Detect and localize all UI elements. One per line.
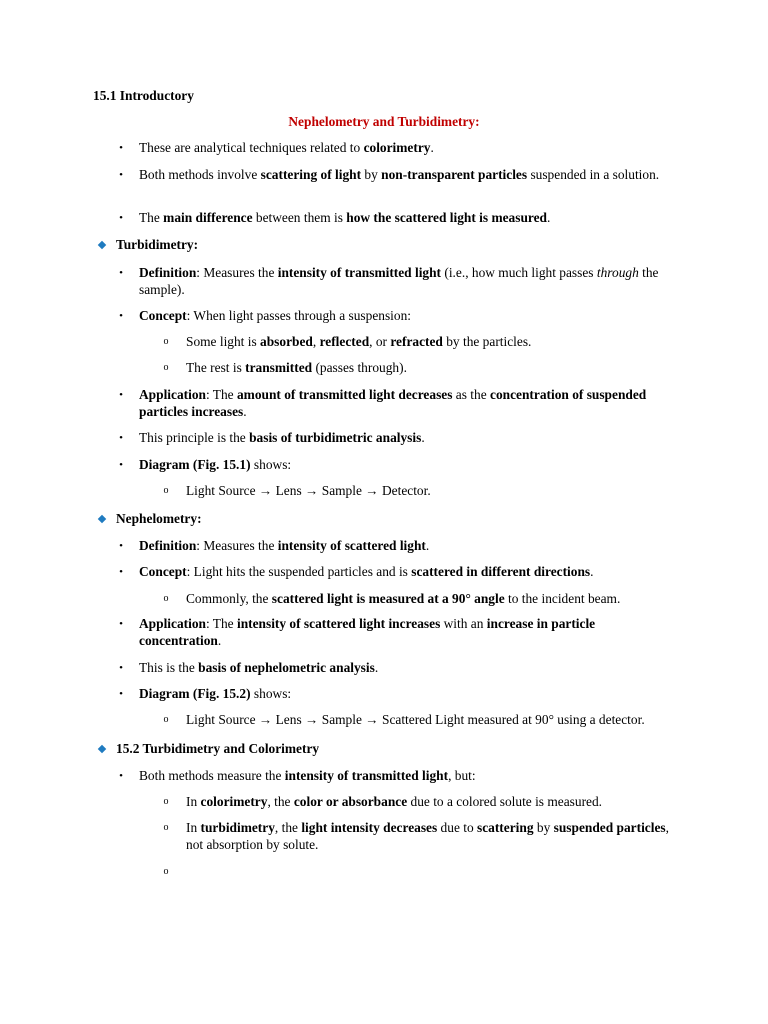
list-item-text: Both methods involve scattering of light by non-transparent particles suspended in a solution. (139, 167, 660, 182)
bullet-glyph: • (119, 688, 123, 700)
heading-text: Turbidimetry: (116, 237, 199, 252)
list-item-text: The main difference between them is how the scattered light is measured. (139, 210, 551, 225)
bullet-glyph: • (119, 389, 123, 401)
list-item-text: This is the basis of nephelometric analysis. (139, 660, 379, 675)
list-item-text: This principle is the basis of turbidimetric analysis. (139, 430, 425, 445)
sub-bullet-glyph: o (163, 866, 169, 877)
bullet-glyph: • (119, 459, 123, 471)
sub-list-item-text: Light Source → Lens → Sample → Scattered Light measured at 90° using a detector. (186, 712, 645, 727)
list-item-text: Diagram (Fig. 15.1) shows: (139, 457, 292, 472)
sub-list-item-text: In colorimetry, the color or absorbance due to a colored solute is measured. (186, 794, 603, 809)
list-item-text: Concept: Light hits the suspended particles and is scattered in different directions. (139, 564, 594, 579)
sub-list-item-text: Commonly, the scattered light is measured at a 90° angle to the incident beam. (186, 591, 621, 606)
heading-text: 15.2 Turbidimetry and Colorimetry (116, 741, 320, 756)
heading-text: Nephelometry: (116, 511, 202, 526)
sub-bullet-glyph: o (163, 714, 169, 725)
list-item-text: Application: The amount of transmitted light decreases as the concentration of suspended particles increases. (139, 387, 647, 419)
bullet-glyph: • (119, 618, 123, 630)
bullet-glyph: • (119, 540, 123, 552)
bullet-glyph: • (119, 212, 123, 224)
list-item-text: Both methods measure the intensity of transmitted light, but: (139, 768, 476, 783)
diamond-bullet-icon (98, 241, 106, 249)
sub-list-item-text: Some light is absorbed, reflected, or refracted by the particles. (186, 334, 532, 349)
sub-bullet-glyph: o (163, 796, 169, 807)
bullet-glyph: • (119, 142, 123, 154)
list-item-text: Application: The intensity of scattered light increases with an increase in particle concentration. (139, 616, 596, 648)
bullet-glyph: • (119, 662, 123, 674)
list-item-text: Definition: Measures the intensity of scattered light. (139, 538, 430, 553)
bullet-glyph: • (119, 566, 123, 578)
sub-bullet-glyph: o (163, 593, 169, 604)
bullet-glyph: • (119, 267, 123, 279)
list-item-text: Definition: Measures the intensity of transmitted light (i.e., how much light passes through the sample). (139, 265, 659, 297)
sub-list-item-text: Light Source → Lens → Sample → Detector. (186, 483, 431, 498)
sub-bullet-glyph: o (163, 362, 169, 373)
list-item-text: Diagram (Fig. 15.2) shows: (139, 686, 292, 701)
sub-list-item-text: In turbidimetry, the light intensity decreases due to scattering by suspended particles, not absorption by solute. (186, 820, 669, 852)
sub-bullet-glyph: o (163, 822, 169, 833)
bullet-glyph: • (119, 169, 123, 181)
list-item-text: Concept: When light passes through a suspension: (139, 308, 412, 323)
diamond-bullet-icon (98, 515, 106, 523)
document-title: Nephelometry and Turbidimetry: (288, 114, 480, 129)
diamond-bullet-icon (98, 745, 106, 753)
bullet-glyph: • (119, 310, 123, 322)
sub-bullet-glyph: o (163, 336, 169, 347)
sub-bullet-glyph: o (163, 485, 169, 496)
bullet-glyph: • (119, 770, 123, 782)
list-item-text: These are analytical techniques related to colorimetry. (139, 140, 434, 155)
bullet-glyph: • (119, 432, 123, 444)
sub-list-item-text: The rest is transmitted (passes through). (186, 360, 407, 375)
section-heading: 15.1 Introductory (93, 88, 194, 103)
